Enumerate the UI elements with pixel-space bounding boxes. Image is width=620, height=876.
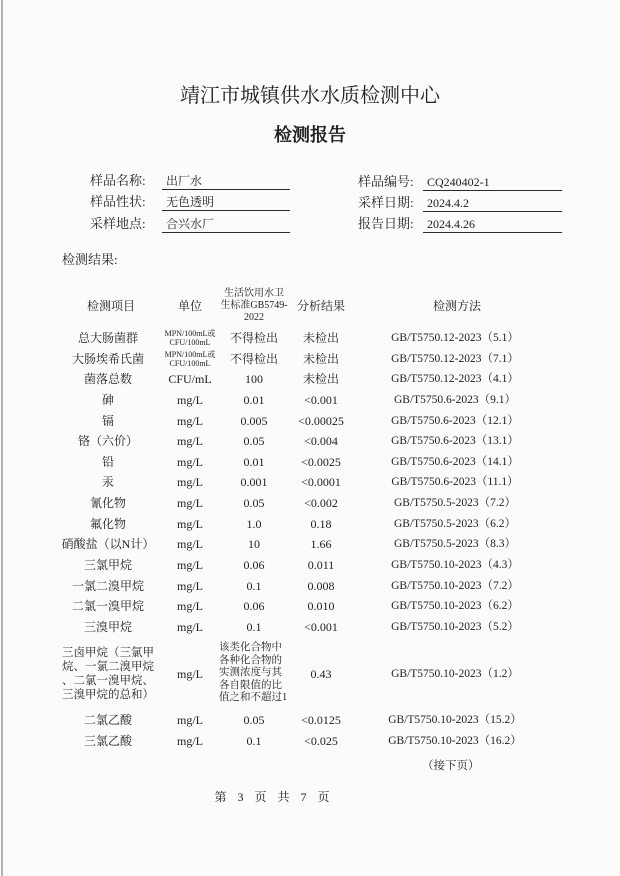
cell-method: GB/T5750.5-2023（8.3） [393, 538, 517, 551]
cell-item: 总大肠菌群 [77, 331, 138, 345]
cell-standard: 0.01 [243, 392, 265, 407]
cell-result: <0.0025 [301, 454, 341, 469]
table-row [0, 348, 620, 369]
cell-method: GB/T5750.10-2023（7.2） [391, 579, 519, 592]
cell-method: GB/T5750.5-2023（6.2） [393, 517, 517, 530]
cell-unit: mg/L [177, 713, 203, 728]
cell-method: GB/T5750.10-2023（1.2） [391, 667, 519, 680]
report-date-value: 2024.4.26 [423, 216, 562, 233]
table-row [0, 534, 620, 555]
cell-standard: 0.05 [243, 713, 265, 728]
continued-note: （接下页） [422, 760, 480, 772]
cell-unit: mg/L [177, 475, 203, 490]
table-row [0, 731, 620, 752]
cell-standard: 0.05 [243, 496, 265, 510]
cell-unit: MPN/100mL或CFU/100mL [164, 329, 216, 347]
cell-unit: mg/L [177, 434, 203, 449]
cell-item: 菌落总数 [83, 372, 132, 387]
table-row [0, 390, 620, 411]
cell-method: GB/T5750.10-2023（6.2） [391, 600, 519, 613]
cell-unit: mg/L [177, 392, 203, 407]
cell-standard: 100 [245, 372, 263, 387]
cell-method: GB/T5750.5-2023（7.2） [393, 497, 517, 509]
table-row [0, 596, 620, 617]
table-body [0, 328, 620, 752]
cell-unit: mg/L [177, 516, 203, 531]
cell-method: GB/T5750.12-2023（5.1） [391, 332, 519, 344]
header-standard: 生活饮用水卫生标准GB5749-2022 [220, 288, 288, 323]
sampling-date-label: 采样日期: [358, 195, 414, 210]
table-row [0, 369, 620, 390]
field-sampling-location [90, 216, 310, 233]
cell-item: 一氯二溴甲烷 [71, 578, 144, 593]
cell-standard: 0.06 [243, 599, 265, 614]
cell-method: GB/T5750.10-2023（15.2） [388, 714, 522, 727]
sample-id-value: CQ240402-1 [423, 174, 562, 191]
cell-result: <0.001 [304, 392, 338, 407]
sample-id-label: 样品编号: [358, 174, 414, 189]
organization-title: 靖江市城镇供水水质检测中心 [180, 85, 440, 107]
cell-standard: 该类化合物中各种化合物的实测浓度与其各自限值的比值之和不超过1 [219, 642, 288, 704]
cell-item: 三氯乙酸 [83, 734, 132, 748]
cell-method: GB/T5750.6-2023（14.1） [391, 455, 519, 468]
table-row [0, 328, 620, 349]
field-sample-appearance [90, 194, 310, 211]
cell-item: 大肠埃希氏菌 [71, 351, 144, 366]
cell-result: 0.43 [310, 666, 332, 681]
table-row [0, 555, 620, 576]
page-number: 第 3 页 共 7 页 [214, 790, 330, 804]
cell-method: GB/T5750.12-2023（4.1） [391, 373, 519, 386]
cell-standard: 10 [248, 537, 260, 552]
cell-result: <0.0001 [301, 475, 341, 490]
cell-item: 三卤甲烷（三氯甲烷、一氯二溴甲烷、二氯一溴甲烷、三溴甲烷的总和） [62, 646, 154, 701]
cell-item: 氰化物 [89, 496, 126, 510]
cell-result: 0.010 [307, 599, 335, 614]
cell-unit: CFU/mL [168, 372, 212, 387]
cell-method: GB/T5750.10-2023（4.3） [391, 558, 519, 571]
cell-item: 三溴甲烷 [83, 619, 132, 634]
cell-result: 0.008 [307, 578, 335, 593]
cell-unit: mg/L [177, 413, 203, 428]
cell-result: 未检出 [302, 331, 339, 345]
cell-item: 氟化物 [89, 516, 126, 531]
field-report-date [358, 216, 578, 233]
cell-method: GB/T5750.10-2023（16.2） [388, 735, 522, 747]
cell-item: 砷 [101, 392, 114, 407]
cell-result: <0.0125 [301, 713, 341, 728]
cell-result: <0.001 [304, 619, 338, 634]
cell-item: 镉 [101, 413, 114, 428]
sampling-date-value: 2024.4.2 [423, 195, 562, 212]
table-row [0, 472, 620, 493]
cell-result: 0.011 [307, 557, 335, 572]
cell-result: 未检出 [302, 372, 339, 387]
cell-result: 0.18 [310, 516, 332, 531]
table-row [0, 513, 620, 534]
cell-unit: mg/L [177, 734, 203, 748]
table-row [0, 493, 620, 514]
header-unit: 单位 [177, 299, 202, 313]
cell-unit: mg/L [177, 666, 203, 681]
cell-method: GB/T5750.6-2023（11.1） [391, 476, 519, 489]
header-method: 检测方法 [432, 299, 481, 313]
table-row [0, 431, 620, 452]
header-result: 分析结果 [296, 299, 345, 313]
cell-result: <0.025 [304, 734, 338, 748]
table-row [0, 710, 620, 731]
cell-unit: mg/L [177, 454, 203, 469]
field-sample-name [90, 173, 310, 190]
field-sample-id [358, 174, 578, 191]
table-row [0, 637, 620, 710]
cell-unit: mg/L [177, 619, 203, 634]
table-row [0, 616, 620, 637]
cell-item: 铅 [101, 454, 114, 469]
cell-result: 未检出 [302, 351, 339, 366]
cell-standard: 不得检出 [229, 351, 278, 366]
cell-unit: mg/L [177, 599, 203, 614]
cell-item: 铬（六价） [77, 434, 138, 449]
cell-item: 硝酸盐（以N计） [61, 537, 155, 552]
cell-standard: 0.1 [246, 734, 262, 748]
cell-standard: 0.005 [240, 413, 268, 428]
cell-result: 1.66 [310, 537, 332, 552]
cell-method: GB/T5750.6-2023（9.1） [393, 393, 517, 406]
cell-result: <0.004 [304, 434, 338, 449]
cell-item: 汞 [101, 475, 114, 490]
results-heading: 检测结果: [62, 252, 118, 267]
cell-unit: mg/L [177, 557, 203, 572]
table-header [0, 290, 620, 322]
cell-method: GB/T5750.6-2023（13.1） [391, 435, 519, 448]
cell-standard: 不得检出 [229, 331, 278, 345]
cell-method: GB/T5750.10-2023（5.2） [391, 620, 519, 633]
table-row [0, 410, 620, 431]
cell-standard: 0.05 [243, 434, 265, 449]
cell-standard: 0.01 [243, 454, 265, 469]
field-sampling-date [358, 195, 578, 212]
cell-standard: 0.06 [243, 557, 265, 572]
cell-unit: mg/L [177, 496, 203, 510]
report-title: 检测报告 [274, 125, 346, 145]
cell-item: 二氯一溴甲烷 [71, 599, 144, 614]
cell-unit: mg/L [177, 537, 203, 552]
table-row [0, 575, 620, 596]
cell-standard: 0.1 [246, 578, 262, 593]
cell-unit: mg/L [177, 578, 203, 593]
cell-standard: 0.001 [240, 475, 268, 490]
cell-item: 二氯乙酸 [83, 713, 132, 728]
cell-method: GB/T5750.12-2023（7.1） [391, 352, 519, 365]
report-date-label: 报告日期: [358, 216, 414, 231]
cell-standard: 0.1 [246, 619, 262, 634]
cell-item: 三氯甲烷 [83, 557, 132, 572]
table-row [0, 451, 620, 472]
sampling-location-label: 采样地点: [90, 216, 146, 231]
cell-method: GB/T5750.6-2023（12.1） [391, 414, 519, 427]
cell-standard: 1.0 [246, 516, 262, 531]
sampling-location-value: 合兴水厂 [162, 216, 290, 233]
header-item: 检测项目 [86, 299, 135, 313]
cell-unit: MPN/100mL或CFU/100mL [164, 349, 216, 368]
sample-appearance-value: 无色透明 [162, 194, 290, 211]
sample-name-value: 出厂水 [162, 173, 290, 190]
cell-result: <0.00025 [298, 413, 344, 428]
cell-result: <0.002 [304, 496, 338, 510]
sample-name-label: 样品名称: [90, 173, 146, 188]
sample-appearance-label: 样品性状: [90, 194, 146, 209]
